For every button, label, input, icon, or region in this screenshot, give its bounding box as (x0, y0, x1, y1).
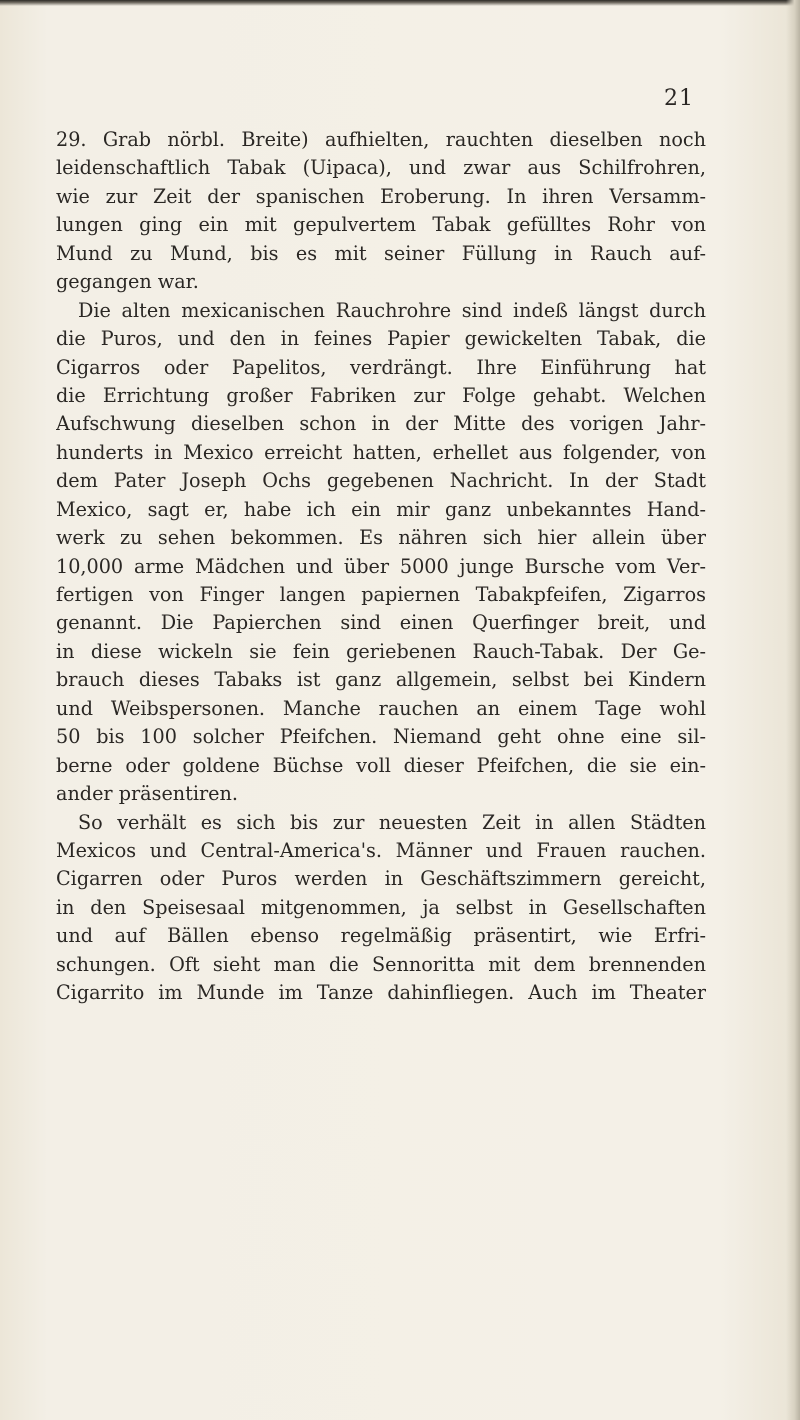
text-line: schungen. Oft sieht man die Sennoritta mit dem brennenden (56, 952, 706, 976)
text-line: Cigarren oder Puros werden in Geschäftszimmern gereicht, (56, 867, 706, 891)
text-line: in diese wickeln sie fein geriebenen Rauch-Tabak. Der Ge- (56, 639, 706, 663)
text-line: 10,000 arme Mädchen und über 5000 junge Bursche vom Ver- (56, 554, 706, 578)
text-line: Mexico, sagt er, habe ich ein mir ganz unbekanntes Hand- (56, 497, 706, 521)
text-line: brauch dieses Tabaks ist ganz allgemein, selbst bei Kindern (56, 668, 706, 692)
text-line: Cigarros oder Papelitos, verdrängt. Ihre Einführung hat (56, 355, 706, 379)
text-line: Mund zu Mund, bis es mit seiner Füllung in Rauch auf- (56, 241, 706, 265)
text-line: ander präsentiren. (56, 782, 238, 806)
text-line: hunderts in Mexico erreicht hatten, erhellet aus folgender, von (56, 440, 706, 464)
body-text (56, 126, 706, 1008)
text-line: Mexicos und Central-America's. Männer und Frauen rauchen. (56, 838, 706, 862)
text-line: Cigarrito im Munde im Tanze dahinfliegen. Auch im Theater (56, 981, 706, 1005)
text-line: werk zu sehen bekommen. Es nähren sich hier allein über (56, 526, 706, 550)
text-line: die Errichtung großer Fabriken zur Folge gehabt. Welchen (56, 383, 706, 407)
page-right-edge (786, 0, 800, 1420)
page-number: 21 (664, 86, 694, 111)
text-line: gegangen war. (56, 270, 199, 294)
text-line: und Weibspersonen. Manche rauchen an einem Tage wohl (56, 696, 706, 720)
text-line: die Puros, und den in feines Papier gewickelten Tabak, die (56, 327, 706, 351)
page-top-shadow (0, 0, 800, 6)
text-line: fertigen von Finger langen papiernen Tabakpfeifen, Zigarros (56, 583, 706, 606)
text-line: genannt. Die Papierchen sind einen Querfinger breit, und (56, 611, 706, 635)
text-line: Aufschwung dieselben schon in der Mitte des vorigen Jahr- (56, 412, 706, 436)
text-line: lungen ging ein mit gepulvertem Tabak gefülltes Rohr von (56, 213, 706, 237)
text-line: 50 bis 100 solcher Pfeifchen. Niemand geht ohne eine sil- (56, 725, 706, 749)
text-line: und auf Bällen ebenso regelmäßig präsentirt, wie Erfri- (56, 924, 706, 948)
text-line: leidenschaftlich Tabak (Uipaca), und zwar aus Schilfrohren, (56, 156, 706, 180)
text-line: wie zur Zeit der spanischen Eroberung. In ihren Versamm- (56, 184, 706, 208)
text-line: in den Speisesaal mitgenommen, ja selbst in Gesellschaften (56, 895, 706, 919)
text-line: berne oder goldene Büchse voll dieser Pfeifchen, die sie ein- (56, 753, 706, 777)
text-line: Die alten mexicanischen Rauchrohre sind indeß längst durch (78, 298, 706, 322)
text-line: So verhält es sich bis zur neuesten Zeit in allen Städten (78, 810, 706, 834)
text-line: 29. Grab nörbl. Breite) aufhielten, rauchten dieselben noch (56, 128, 706, 151)
text-line: dem Pater Joseph Ochs gegebenen Nachricht. In der Stadt (56, 469, 706, 493)
